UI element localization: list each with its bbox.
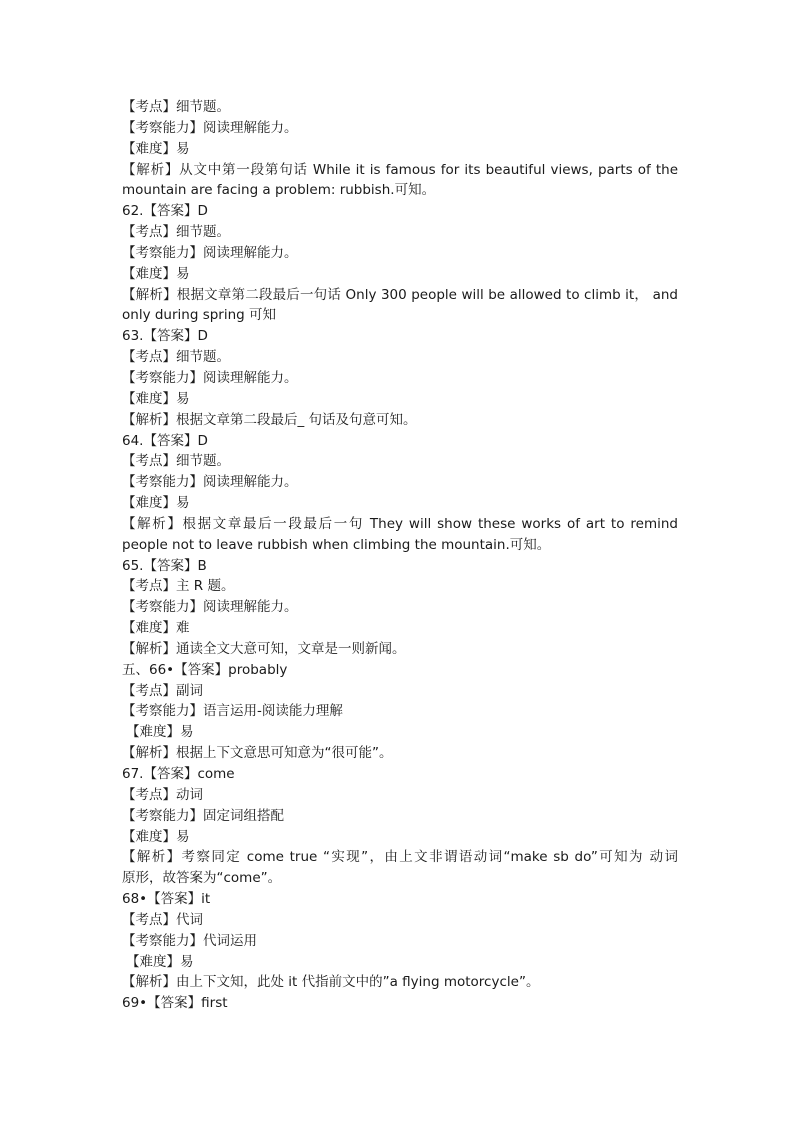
text-line: 【考察能力】代词运用 — [122, 932, 257, 949]
text-line: 68•【答案】it — [122, 891, 211, 908]
text-line: 【考察能力】阅读理解能力。 — [122, 474, 298, 491]
text-line: 【解析】从文中第一段第句话 While it is famous for its beautiful views, parts of the — [122, 161, 678, 178]
text-line: 【考察能力】阅读理解能力。 — [122, 369, 298, 386]
text-line: 65.【答案】B — [122, 557, 207, 574]
text-line: 【难度】易 — [122, 140, 190, 157]
text-line: 【考察能力】语言运用-阅读能力理解 — [122, 703, 343, 720]
text-line: 【难度】易 — [126, 953, 194, 970]
text-line: 【考点】细节题。 — [122, 99, 230, 115]
text-line: 【难度】易 — [122, 828, 190, 845]
text-line: 62.【答案】D — [122, 203, 208, 220]
text-line: 【考点】主 R 题。 — [122, 578, 235, 595]
text-line: 【解析】由上下文知，此处 it 代指前文中的”a flying motorcycle”。 — [122, 974, 540, 991]
text-line: people not to leave rubbish when climbing the mountain.可知。 — [122, 536, 551, 553]
text-line: 67.【答案】come — [122, 766, 235, 782]
text-line: mountain are facing a problem: rubbish.可知。 — [122, 182, 436, 199]
text-line: 【解析】根据上下文意思可知意为“很可能”。 — [122, 745, 393, 762]
text-line: 【考点】细节题。 — [122, 349, 230, 366]
text-line: 【考察能力】阅读理解能力。 — [122, 599, 298, 616]
text-line: 【难度】易 — [126, 724, 194, 741]
text-line: 【考察能力】阅读理解能力。 — [122, 244, 298, 261]
text-line: 【难度】易 — [122, 390, 190, 407]
text-line: 【考点】副词 — [122, 682, 203, 699]
text-line: 【考察能力】阅读理解能力。 — [122, 119, 298, 136]
text-line: 【考点】动词 — [122, 786, 203, 803]
text-line: 【难度】难 — [122, 620, 190, 637]
text-line: only during spring 可知 — [122, 307, 277, 324]
text-line: 63.【答案】D — [122, 328, 208, 345]
text-line: 69•【答案】first — [122, 995, 228, 1012]
text-line: 【解析】根据文章第二段最后_ 句话及句意可知。 — [122, 411, 417, 428]
text-line: 原形，故答案为“come”。 — [122, 870, 282, 887]
text-line: 【解析】根据文章最后一段最后一句 They will show these works of art to remind — [122, 515, 678, 532]
text-line: 【考察能力】固定词组搭配 — [122, 807, 284, 824]
text-line: 64.【答案】D — [122, 432, 208, 449]
text-line: 【解析】根据文章第二段最后一句话 Only 300 people will be allowed to climb it， and — [122, 286, 678, 303]
text-line: 【考点】细节题。 — [122, 224, 230, 241]
text-line: 五、66•【答案】probably — [122, 661, 288, 678]
text-line: 【难度】易 — [122, 265, 190, 282]
text-line: 【解析】考察同定 come true “实现”，由上文非谓语动词“make sb do”可知为 动词 — [122, 849, 678, 866]
text-line: 【难度】易 — [122, 495, 190, 512]
answer-key-text — [122, 97, 678, 1014]
text-line: 【解析】通读全文大意可知，文章是一则新闻。 — [122, 640, 406, 657]
text-line: 【考点】代词 — [122, 911, 203, 928]
text-line: 【考点】细节题。 — [122, 453, 230, 470]
